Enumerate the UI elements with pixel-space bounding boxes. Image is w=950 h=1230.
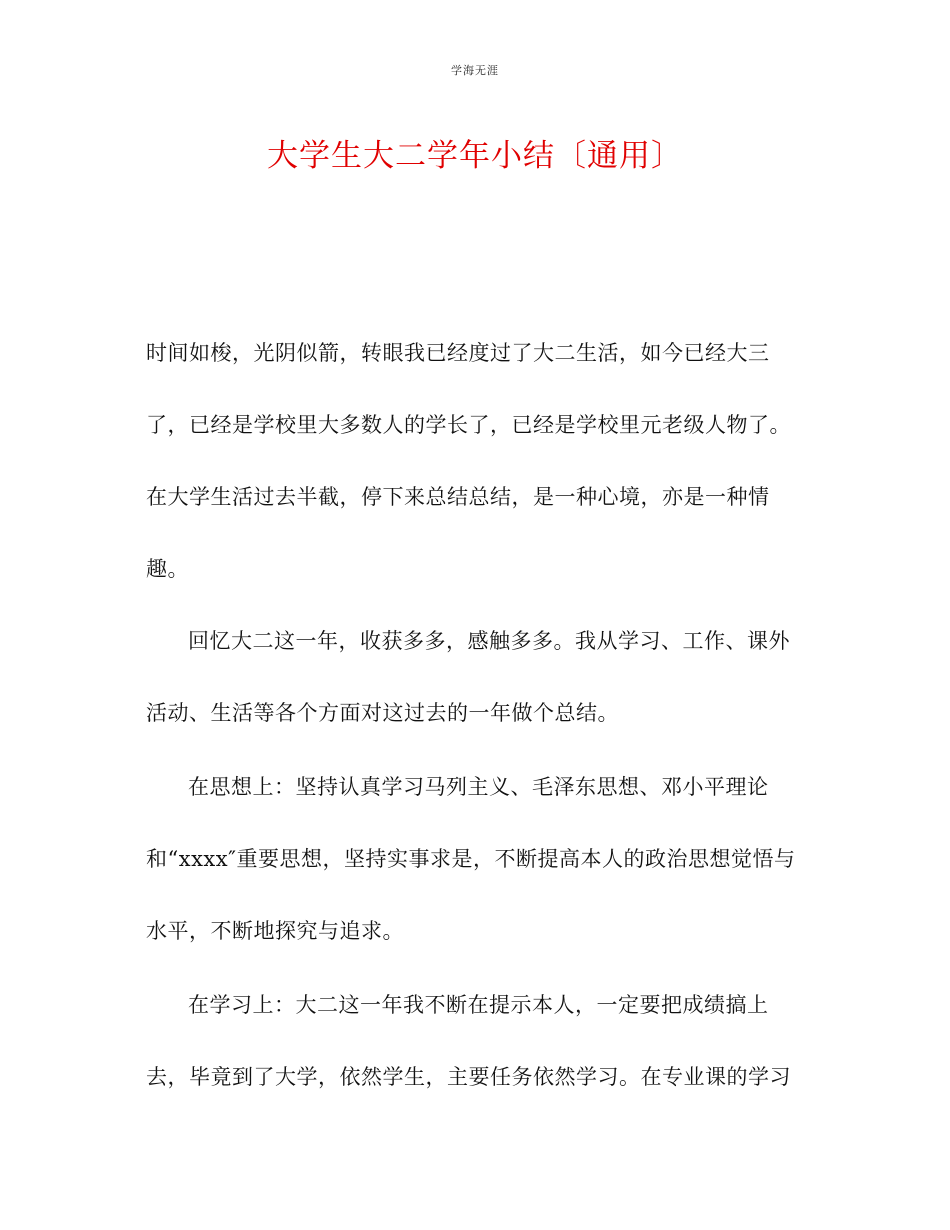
paragraph-line: 回忆大二这一年，收获多多，感触多多。我从学习、工作、课外 (188, 629, 790, 653)
paragraph-line: 时间如梭，光阴似箭，转眼我已经度过了大二生活，如今已经大三 (146, 341, 770, 365)
paragraph-line: 和“xxxx″重要思想，坚持实事求是，不断提高本人的政治思想觉悟与 (146, 847, 796, 871)
document-title: 大学生大二学年小结〔通用〕 (267, 138, 683, 174)
page-header: 学海无涯 (451, 64, 499, 77)
paragraph-line: 活动、生活等各个方面对这过去的一年做个总结。 (146, 701, 619, 725)
paragraph-line: 在思想上：坚持认真学习马列主义、毛泽东思想、邓小平理论 (188, 775, 769, 799)
paragraph-line: 去，毕竟到了大学，依然学生，主要任务依然学习。在专业课的学习 (146, 1065, 791, 1089)
paragraph-line: 在大学生活过去半截，停下来总结总结，是一种心境，亦是一种情 (146, 485, 770, 509)
paragraph-line: 在学习上：大二这一年我不断在提示本人，一定要把成绩搞上 (188, 993, 769, 1017)
paragraph-line: 水平，不断地探究与追求。 (146, 919, 404, 943)
paragraph-line: 了，已经是学校里大多数人的学长了，已经是学校里元老级人物了。 (146, 413, 791, 437)
paragraph-line: 趣。 (146, 557, 189, 581)
